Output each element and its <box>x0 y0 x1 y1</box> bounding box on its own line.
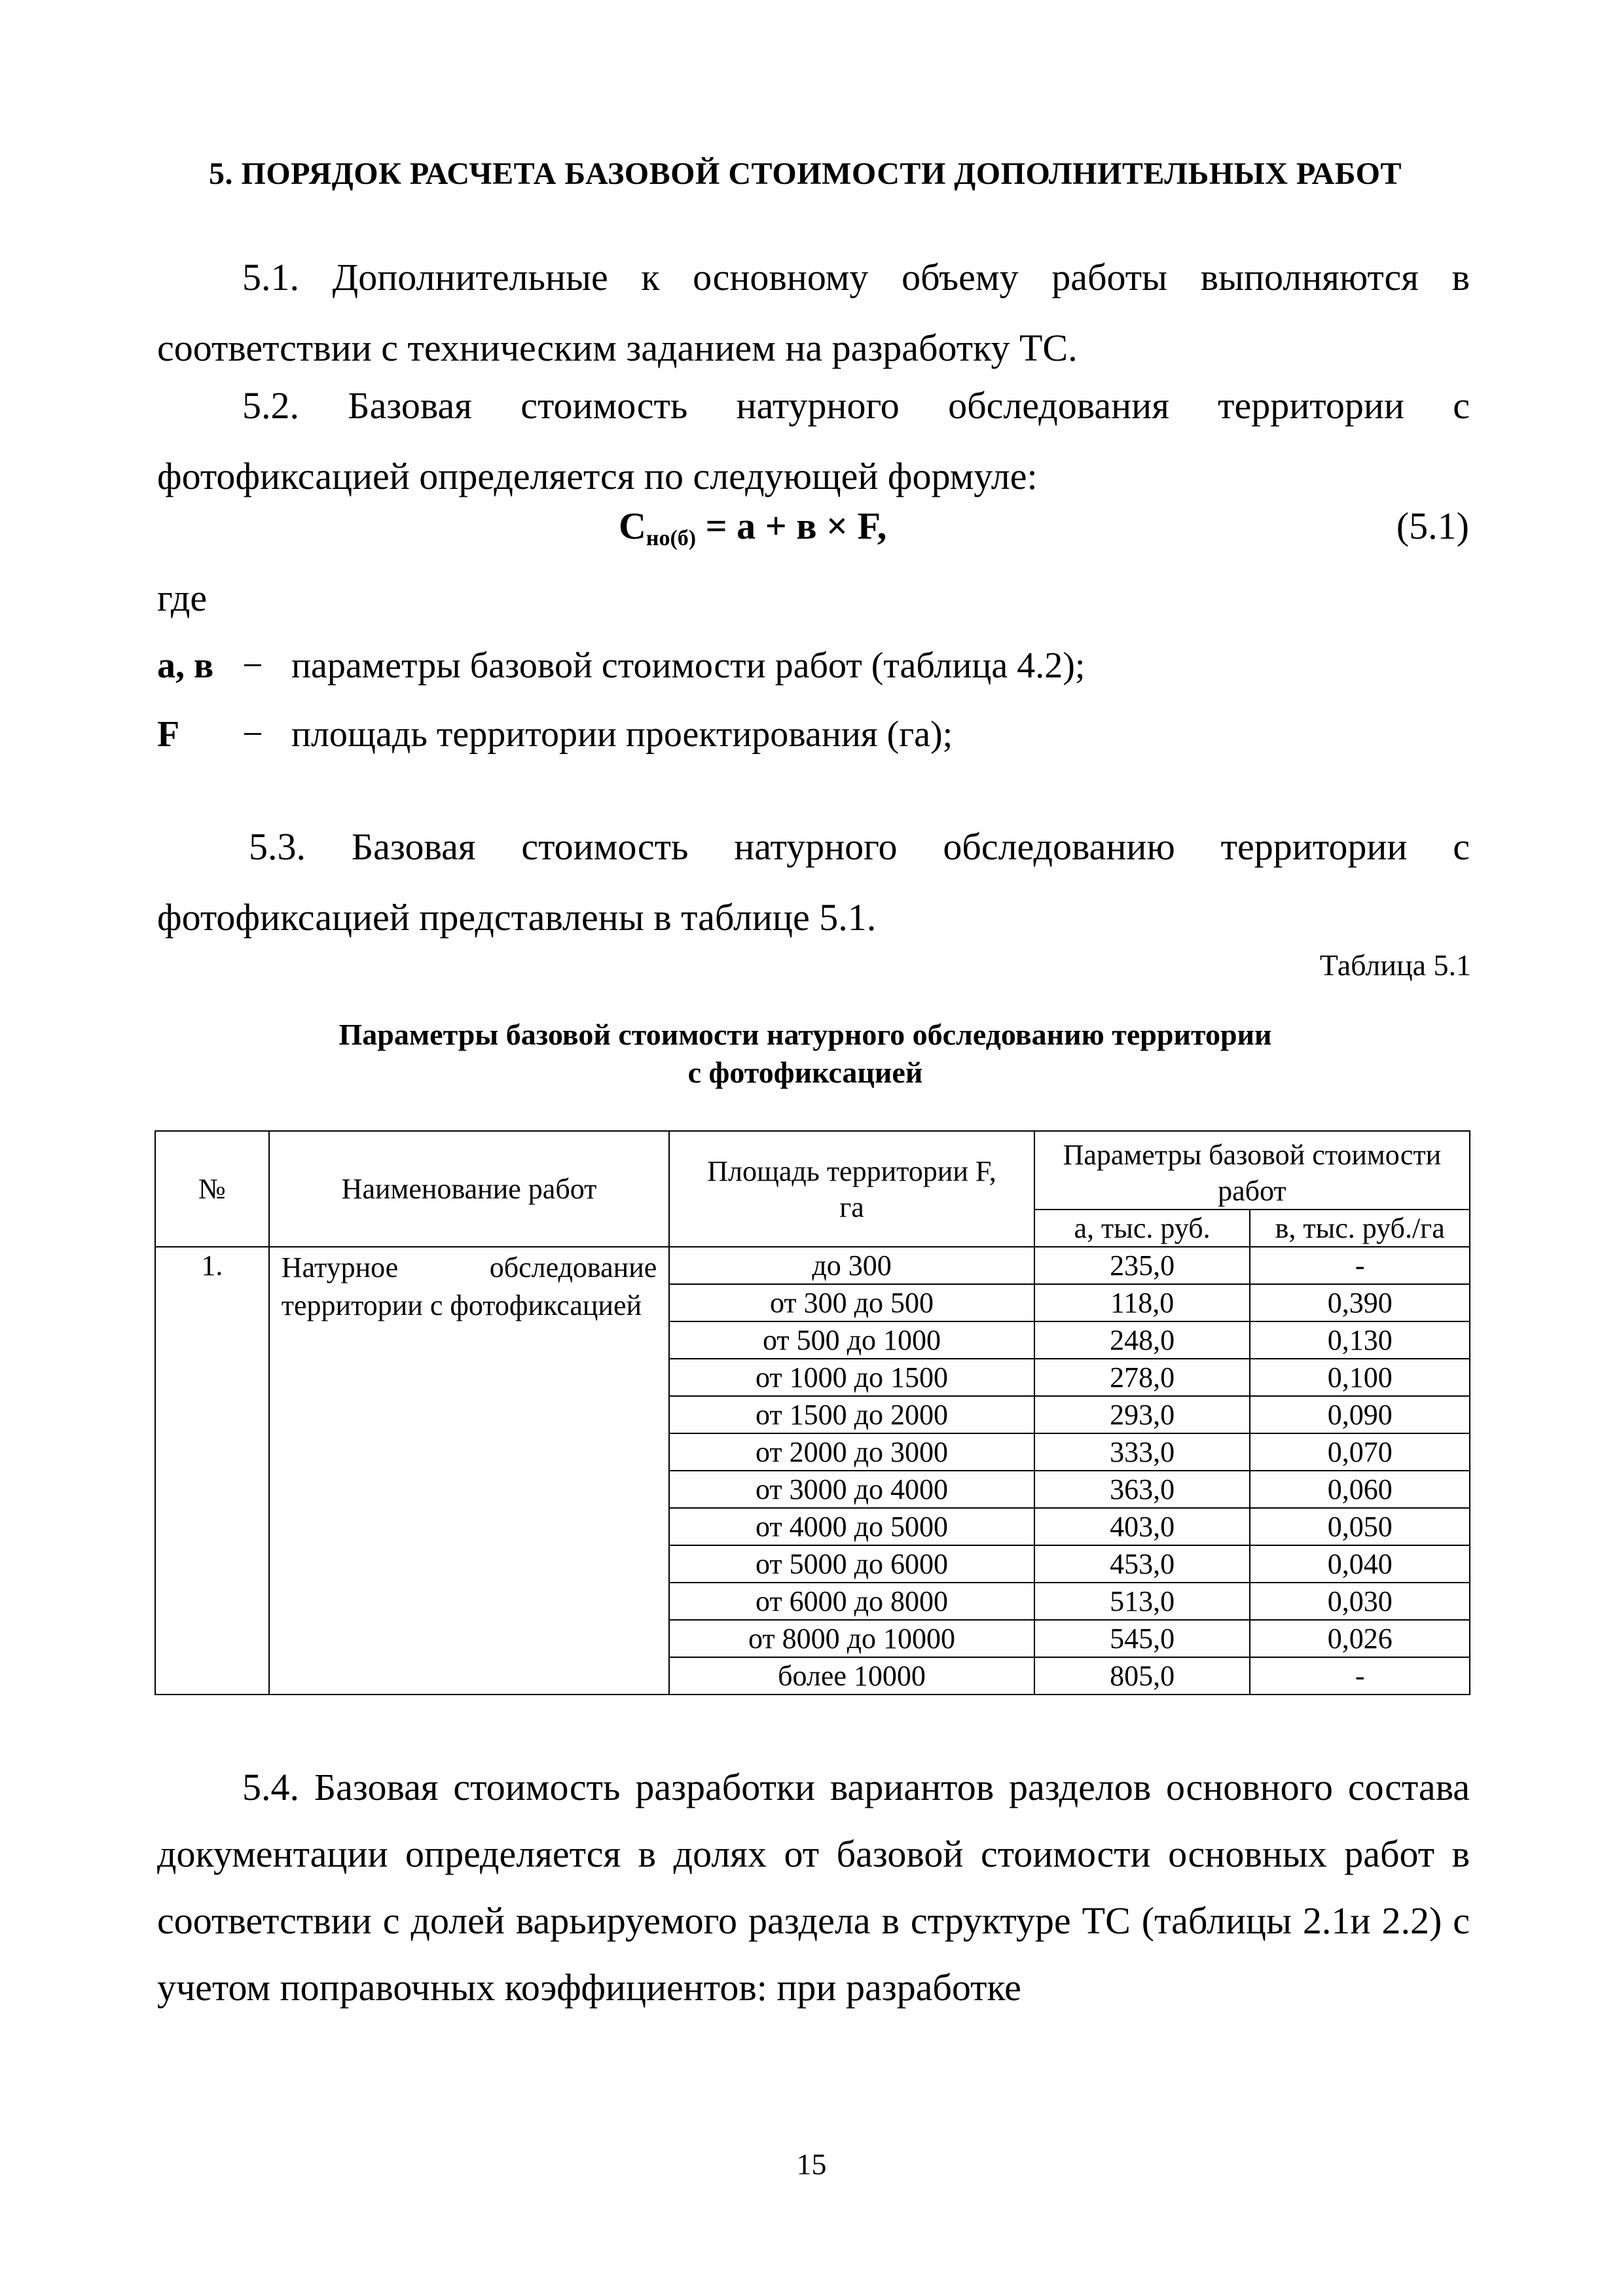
definition-text: параметры базовой стоимости работ (таблица 4.2); <box>291 645 1085 686</box>
definition-dash: − <box>242 714 263 755</box>
cell-area: от 2000 до 3000 <box>669 1433 1034 1471</box>
header-params: Параметры базовой стоимости работ <box>1034 1131 1470 1210</box>
header-number: № <box>155 1131 269 1247</box>
cell-b: 0,100 <box>1250 1359 1470 1396</box>
cell-b: 0,030 <box>1250 1583 1470 1620</box>
cell-b: 0,060 <box>1250 1471 1470 1508</box>
formula-rhs: = а + в × F, <box>696 505 887 547</box>
cell-area: от 5000 до 6000 <box>669 1545 1034 1583</box>
cell-b: 0,026 <box>1250 1620 1470 1657</box>
header-name: Наименование работ <box>269 1131 669 1247</box>
header-b: в, тыс. руб./га <box>1250 1210 1470 1247</box>
cell-area: от 4000 до 5000 <box>669 1508 1034 1545</box>
cell-a: 278,0 <box>1034 1359 1250 1396</box>
cell-a: 235,0 <box>1034 1247 1250 1284</box>
cell-a: 293,0 <box>1034 1396 1250 1433</box>
cell-area: более 10000 <box>669 1657 1034 1695</box>
paragraph-5-3: 5.3. Базовая стоимость натурного обследованию территории с фотофиксацией представлены в таблице 5.1. <box>157 825 1470 939</box>
definition-symbol: а, в <box>157 645 214 686</box>
parameters-table <box>155 1130 1470 1695</box>
table-row <box>155 1247 1470 1284</box>
table-label: Таблица 5.1 <box>1319 948 1471 982</box>
cell-a: 363,0 <box>1034 1471 1250 1508</box>
cell-a: 545,0 <box>1034 1620 1250 1657</box>
paragraph-5-2: 5.2. Базовая стоимость натурного обследования территории с фотофиксацией определяется по следующей формуле: <box>157 384 1470 497</box>
cell-b: 0,070 <box>1250 1433 1470 1471</box>
cell-a: 403,0 <box>1034 1508 1250 1545</box>
cell-area: от 500 до 1000 <box>669 1321 1034 1359</box>
cell-area: от 1000 до 1500 <box>669 1359 1034 1396</box>
cell-area: до 300 <box>669 1247 1034 1284</box>
table-title <box>151 1016 1460 1092</box>
cell-b: - <box>1250 1657 1470 1695</box>
cell-b: 0,130 <box>1250 1321 1470 1359</box>
cell-area: от 1500 до 2000 <box>669 1396 1034 1433</box>
cell-b: 0,090 <box>1250 1396 1470 1433</box>
cell-b: 0,040 <box>1250 1545 1470 1583</box>
cell-b: - <box>1250 1247 1470 1284</box>
cell-a: 248,0 <box>1034 1321 1250 1359</box>
cell-b: 0,390 <box>1250 1284 1470 1321</box>
definition-text: площадь территории проектирования (га); <box>291 714 953 755</box>
table-title-line: с фотофиксацией <box>687 1056 923 1089</box>
definition-symbol: F <box>157 714 180 755</box>
header-a: а, тыс. руб. <box>1034 1210 1250 1247</box>
paragraph-5-4: 5.4. Базовая стоимость разработки вариантов разделов основного состава документации определяется в долях от базовой стоимости основных работ в соответствии с долей варьируемого раздела в структуре ТС (таблицы 2.1и 2.2) с учетом поправочных коэффициентов: при разработке <box>157 1766 1470 2009</box>
formula-number: (5.1) <box>1396 505 1469 547</box>
table-title-line: Параметры базовой стоимости натурного обследованию территории <box>338 1018 1272 1051</box>
cell-area: от 6000 до 8000 <box>669 1583 1034 1620</box>
section-heading: 5. ПОРЯДОК РАСЧЕТА БАЗОВОЙ СТОИМОСТИ ДОПОЛНИТЕЛЬНЫХ РАБОТ <box>209 156 1402 191</box>
cell-a: 333,0 <box>1034 1433 1250 1471</box>
formula <box>619 504 886 551</box>
work-name: Натурное обследование территории с фотофиксацией <box>269 1247 669 1695</box>
formula-lhs: С <box>619 505 646 547</box>
cell-a: 513,0 <box>1034 1583 1250 1620</box>
where-label: где <box>157 577 208 619</box>
cell-a: 805,0 <box>1034 1657 1250 1695</box>
header-area: Площадь территории F, га <box>669 1131 1034 1247</box>
cell-area: от 300 до 500 <box>669 1284 1034 1321</box>
cell-b: 0,050 <box>1250 1508 1470 1545</box>
formula-subscript: но(б) <box>646 526 697 550</box>
paragraph-5-1: 5.1. Дополнительные к основному объему работы выполняются в соответствии с техническим заданием на разработку ТС. <box>157 256 1470 369</box>
cell-area: от 8000 до 10000 <box>669 1620 1034 1657</box>
cell-a: 118,0 <box>1034 1284 1250 1321</box>
page-number: 15 <box>796 2147 827 2181</box>
cell-area: от 3000 до 4000 <box>669 1471 1034 1508</box>
definition-dash: − <box>242 645 263 686</box>
row-number: 1. <box>155 1247 269 1695</box>
cell-a: 453,0 <box>1034 1545 1250 1583</box>
